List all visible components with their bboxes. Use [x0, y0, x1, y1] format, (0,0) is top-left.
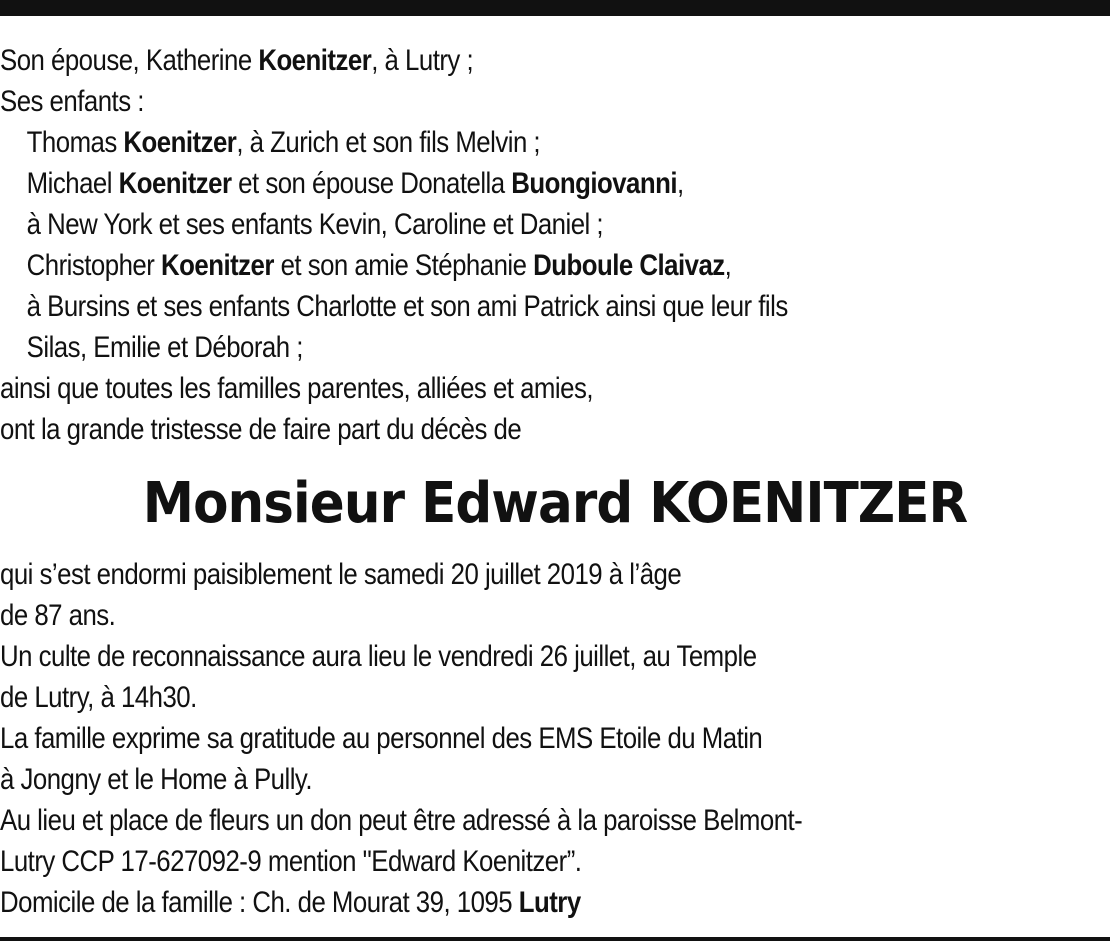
relatives-line: ainsi que toutes les familles parentes, alliées et amies, [0, 372, 593, 405]
family-list [0, 40, 788, 450]
wife-surname: Koenitzer [258, 44, 372, 77]
thomas-pre: Thomas [26, 126, 124, 159]
wife-post: , à Lutry ; [371, 44, 474, 77]
thanks-line-1: La famille exprime sa gratitude au personnel des EMS Etoile du Matin [0, 722, 763, 755]
michael-continuation: à New York et ses enfants Kevin, Caroline et Daniel ; [26, 208, 604, 241]
wife-line [0, 40, 788, 81]
deceased-name-title: Monsieur Edward KOENITZER [142, 471, 968, 536]
thomas-line [0, 122, 788, 163]
domicile-line [0, 882, 802, 923]
michael-spouse-surname: Buongiovanni [511, 167, 678, 200]
michael-surname: Koenitzer [118, 167, 232, 200]
christopher-line [0, 245, 788, 286]
details-block [0, 554, 802, 923]
michael-pre: Michael [26, 167, 119, 200]
christopher-partner-surname: Duboule Claivaz [533, 249, 725, 282]
wife-pre: Son épouse, Katherine [0, 44, 259, 77]
top-border-rule [0, 0, 1110, 16]
domicile-address: Domicile de la famille : Ch. de Mourat 39, 1095 [0, 886, 519, 919]
christopher-continuation-1: à Bursins et ses enfants Charlotte et son ami Patrick ainsi que leur fils [26, 290, 788, 323]
thanks-line-2: à Jongny et le Home à Pully. [0, 763, 313, 796]
christopher-mid: et son amie Stéphanie [273, 249, 534, 282]
service-line-2: de Lutry, à 14h30. [0, 681, 197, 714]
michael-line [0, 163, 788, 204]
thomas-post: , à Zurich et son fils Melvin ; [236, 126, 541, 159]
children-heading: Ses enfants : [0, 85, 144, 118]
donation-line-1: Au lieu et place de fleurs un don peut être adressé à la paroisse Belmont- [0, 804, 803, 837]
michael-mid: et son épouse Donatella [231, 167, 512, 200]
michael-post: , [677, 167, 684, 200]
death-line-1: qui s’est endormi paisiblement le samedi 20 juillet 2019 à l’âge [0, 558, 682, 591]
bottom-border-rule [0, 937, 1110, 941]
christopher-continuation-2: Silas, Emilie et Déborah ; [26, 331, 303, 364]
domicile-town: Lutry [518, 886, 581, 919]
christopher-surname: Koenitzer [161, 249, 274, 282]
death-line-2: de 87 ans. [0, 599, 116, 632]
christopher-pre: Christopher [26, 249, 162, 282]
christopher-post: , [724, 249, 732, 282]
announcement-line: ont la grande tristesse de faire part du décès de [0, 413, 522, 446]
thomas-surname: Koenitzer [123, 126, 237, 159]
service-line-1: Un culte de reconnaissance aura lieu le vendredi 26 juillet, au Temple [0, 640, 757, 673]
donation-line-2: Lutry CCP 17-627092-9 mention "Edward Koenitzer”. [0, 845, 582, 878]
